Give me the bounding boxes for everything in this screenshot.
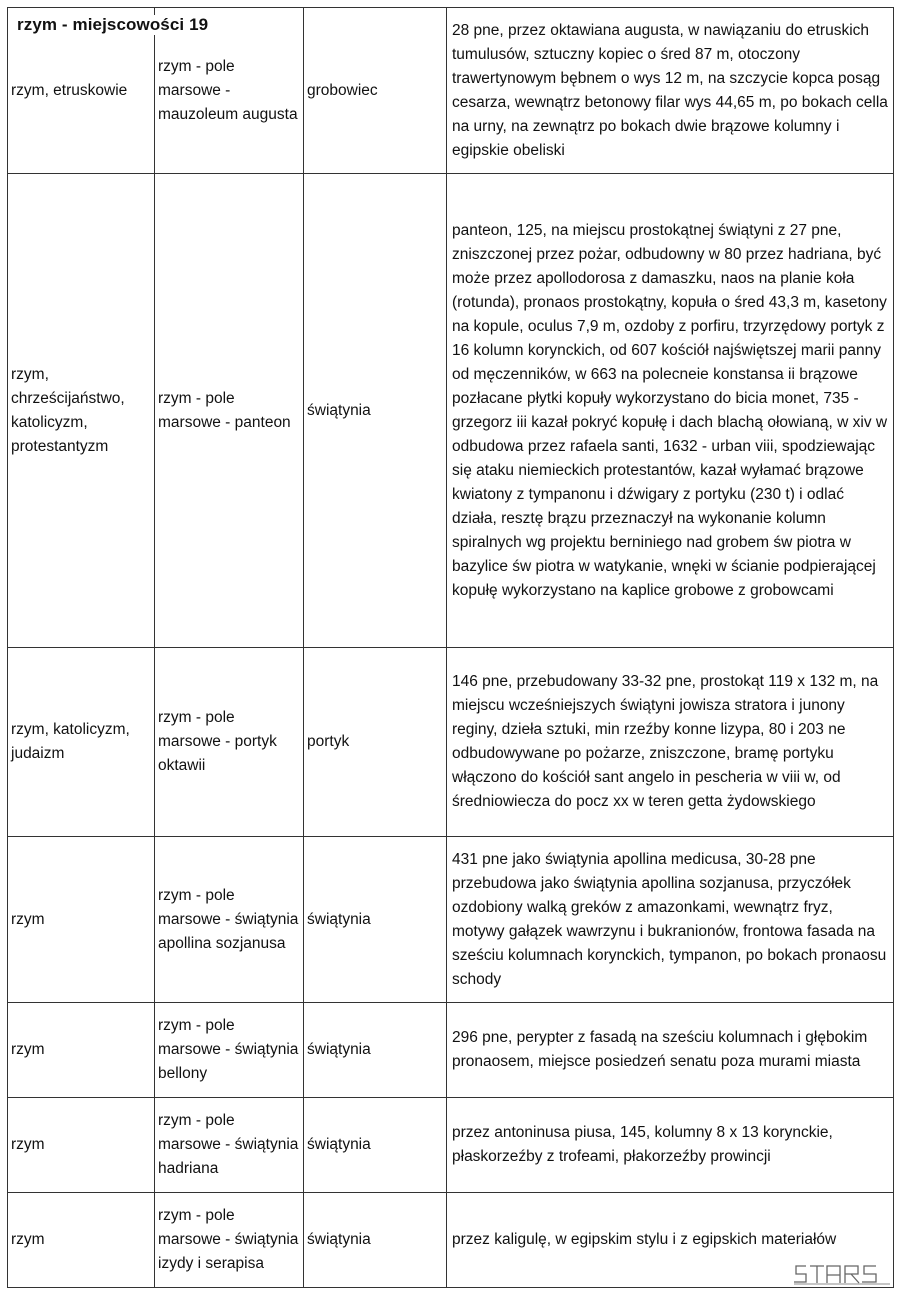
place-cell: rzym - pole marsowe - panteon <box>155 174 304 648</box>
description-cell: 431 pne jako świątynia apollina medicusa, 30-28 pne przebudowa jako świątynia apollina sozjanusa, przyczółek ozdobiony walką greków z amazonkami, wewnątrz fryz, motywy gałązek wawrzynu i bukranionów, frontowa fasada na sześciu kolumnach korynckich, tympanon, po bokach pronaosu schody <box>447 837 894 1003</box>
religion-cell: rzym <box>8 1098 155 1193</box>
type-cell: świątynia <box>304 837 447 1003</box>
type-cell: świątynia <box>304 174 447 648</box>
description-cell: 296 pne, perypter z fasadą na sześciu kolumnach i głębokim pronaosem, miejsce posiedzeń senatu poza murami miasta <box>447 1003 894 1098</box>
place-cell: rzym - pole marsowe - świątynia apollina sozjanusa <box>155 837 304 1003</box>
description-cell: przez kaligulę, w egipskim stylu i z egipskich materiałów <box>447 1193 894 1288</box>
description-cell: 146 pne, przebudowany 33-32 pne, prostokąt 119 x 132 m, na miejscu wcześniejszych świątyni jowisza stratora i junony reginy, dzieła sztuki, min rzeźby konne lizypa, 80 i 203 ne odbudowywane po pożarze, zniszczone, bramę portyku włączono do kościół sant angelo in pescheria w viii w, od średniowiecza do pocz xx w teren getta żydowskiego <box>447 648 894 837</box>
place-cell: rzym - pole marsowe - świątynia bellony <box>155 1003 304 1098</box>
type-cell: portyk <box>304 648 447 837</box>
religion-cell: rzym, chrześcijaństwo, katolicyzm, protestantyzm <box>8 174 155 648</box>
type-cell: grobowiec <box>304 8 447 174</box>
religion-cell: rzym <box>8 837 155 1003</box>
type-cell: świątynia <box>304 1003 447 1098</box>
places-table <box>7 7 894 1288</box>
type-cell: świątynia <box>304 1098 447 1193</box>
religion-cell: rzym <box>8 1193 155 1288</box>
religion-cell: rzym <box>8 1003 155 1098</box>
description-cell: panteon, 125, na miejscu prostokątnej świątyni z 27 pne, zniszczonej przez pożar, odbudowny w 80 przez hadriana, być może przez apollodorosa z damaszku, naos na planie koła (rotunda), pronaos prostokątny, kopuła o śred 43,3 m, kasetony na kopule, oculus 7,9 m, ozdoby z porfiru, trzyrzędowy portyk z 16 kolumn korynckich, od 607 kościół najświętszej marii panny od męczenników, w 663 na polecneie konstansa ii brązowe pozłacane płytki kopuły wykorzystano do bicia monet, 735 - grzegorz iii kazał pokryć kopułę i dach blachą ołowianą, w xiv w odbudowa przez rafaela santi, 1632 - urban viii, spodziewając się ataku niemieckich protestantów, kazał wyłamać brązowe kwiatony z tympanonu i dźwigary z portyku (230 t) i odlać działa, resztę brązu przeznaczył na wykonanie kolumn spiralnych wg projektu berniniego nad grobem św piotra w bazylice św piotra w watykanie, wnęki w ścianie podpierającej kopułę wykorzystano na kaplice grobowe z grobowcami <box>447 174 894 648</box>
place-cell: rzym - pole marsowe - mauzoleum augusta <box>155 8 304 174</box>
type-cell: świątynia <box>304 1193 447 1288</box>
table-row <box>8 1098 894 1193</box>
religion-cell: rzym, katolicyzm, judaizm <box>8 648 155 837</box>
table-row <box>8 648 894 837</box>
place-cell: rzym - pole marsowe - portyk oktawii <box>155 648 304 837</box>
page-title: rzym - miejscowości 19 <box>17 15 212 35</box>
table-row <box>8 174 894 648</box>
table-row <box>8 837 894 1003</box>
place-cell: rzym - pole marsowe - świątynia izydy i serapisa <box>155 1193 304 1288</box>
description-cell: 28 pne, przez oktawiana augusta, w nawiązaniu do etruskich tumulusów, sztuczny kopiec o śred 87 m, otoczony trawertynowym bębnem o wys 12 m, na szczycie kopca posąg cesarza, wewnątrz betonowy filar wys 44,65 m, po bokach cella na urny, na zewnątrz po bokach dwie brązowe kolumny i egipskie obeliski <box>447 8 894 174</box>
description-cell: przez antoninusa piusa, 145, kolumny 8 x 13 korynckie, płaskorzeźby z trofeami, płakorzeźby prowincji <box>447 1098 894 1193</box>
place-cell: rzym - pole marsowe - świątynia hadriana <box>155 1098 304 1193</box>
table-row <box>8 1003 894 1098</box>
signature-logo <box>792 1262 892 1286</box>
table-row <box>8 1193 894 1288</box>
religion-cell: rzym, etruskowie <box>8 8 155 174</box>
